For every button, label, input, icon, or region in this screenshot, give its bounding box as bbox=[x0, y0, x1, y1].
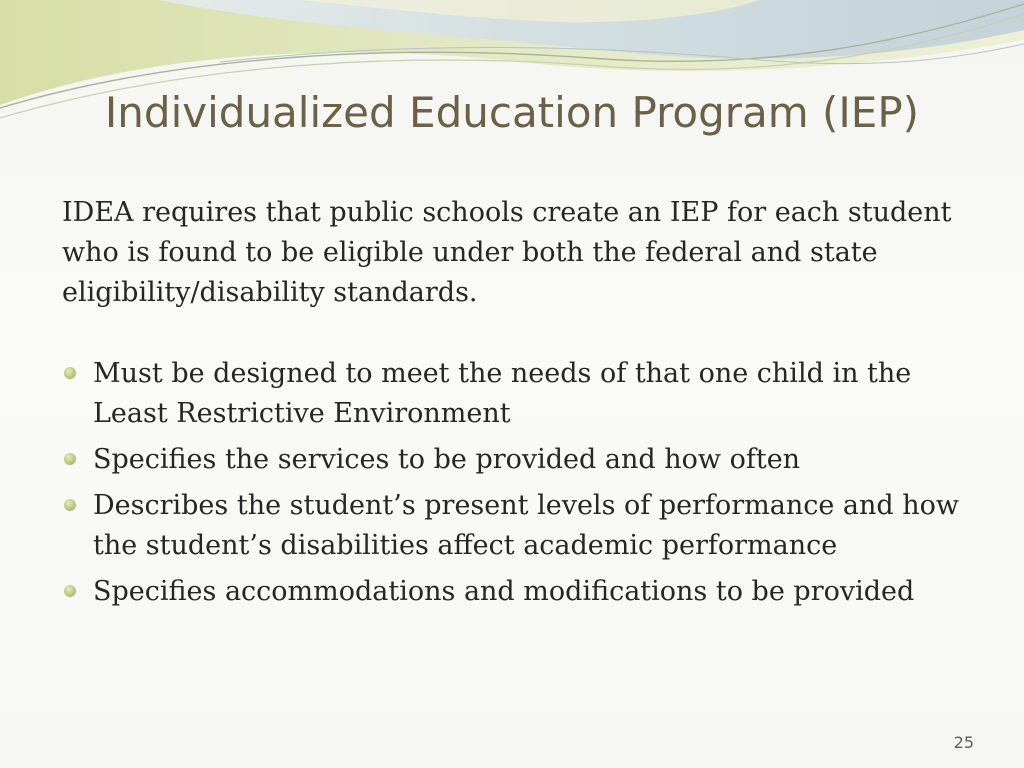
slide-body bbox=[62, 193, 982, 618]
bullet-text: Must be designed to meet the needs of that one child in the Least Restrictive Environment bbox=[93, 358, 912, 429]
page-number: 25 bbox=[953, 733, 974, 752]
bullet-item bbox=[62, 572, 982, 612]
bullet-item bbox=[62, 440, 982, 480]
bullet-dot-icon bbox=[64, 367, 76, 379]
bullet-text: Specifies the services to be provided and how often bbox=[93, 444, 801, 475]
intro-paragraph: IDEA requires that public schools create an IEP for each student who is found to be eligible under both the federal and state eligibility/disability standards. bbox=[62, 197, 952, 308]
bullet-text: Describes the student’s present levels of performance and how the student’s disabilities affect academic performance bbox=[93, 490, 960, 561]
bullet-item bbox=[62, 354, 982, 434]
bullet-dot-icon bbox=[64, 585, 76, 597]
bullet-dot-icon bbox=[64, 453, 76, 465]
bullet-text: Specifies accommodations and modifications to be provided bbox=[93, 576, 915, 607]
bullet-item bbox=[62, 486, 982, 566]
bullet-dot-icon bbox=[64, 499, 76, 511]
bullet-list bbox=[62, 354, 982, 612]
slide-title: Individualized Education Program (IEP) bbox=[104, 88, 920, 137]
